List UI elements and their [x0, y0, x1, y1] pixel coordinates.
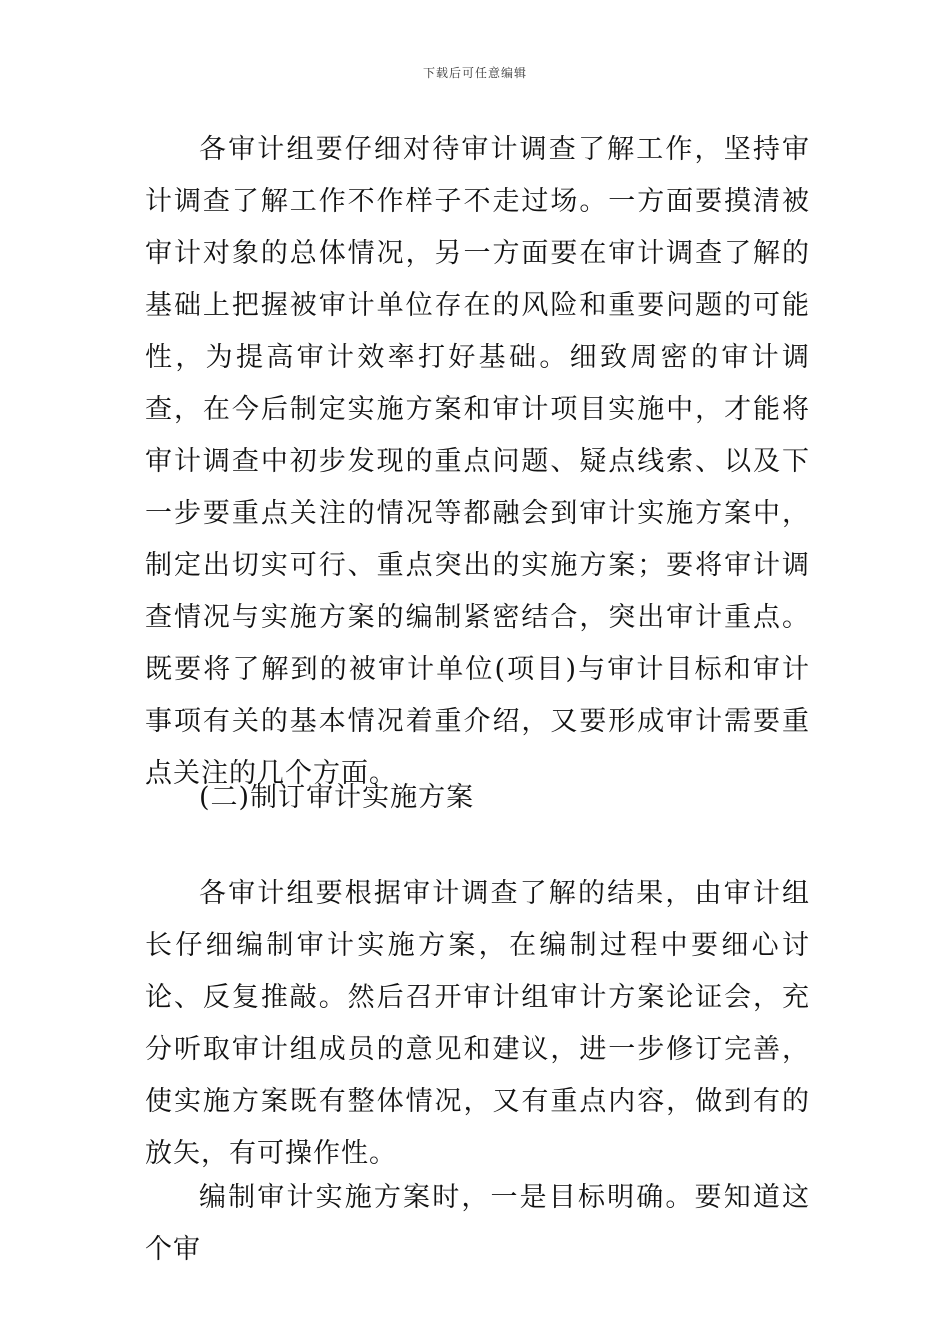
section-heading: (二)制订审计实施方案: [199, 782, 475, 813]
header-note: 下载后可任意编辑: [422, 66, 527, 80]
paragraph-plan-drafting: 编制审计实施方案时，一是目标明确。要知道这个审: [145, 1182, 810, 1265]
paragraph-audit-survey: 各审计组要仔细对待审计调查了解工作，坚持审计调查了解工作不作样子不走过场。一方面要摸清被审计对象的总体情况，另一方面要在审计调查了解的基础上把握被审计单位存在的风险和重要问题的可能性，为提高审计效率打好基础。细致周密的审计调查，在今后制定实施方案和审计项目实施中，才能将审计调查中初步发现的重点问题、疑点线索、以及下一步要重点关注的情况等都融会到审计实施方案中，制定出切实可行、重点突出的实施方案；要将审计调查情况与实施方案的编制紧密结合，突出审计重点。既要将了解到的被审计单位(项目)与审计目标和审计事项有关的基本情况着重介绍，又要形成审计需要重点关注的几个方面。: [145, 134, 810, 789]
paragraph-implementation-plan: 各审计组要根据审计调查了解的结果，由审计组长仔细编制审计实施方案，在编制过程中要细心讨论、反复推敲。然后召开审计组审计方案论证会，充分听取审计组成员的意见和建议，进一步修订完善，使实施方案既有整体情况，又有重点内容，做到有的放矢，有可操作性。: [145, 878, 810, 1169]
